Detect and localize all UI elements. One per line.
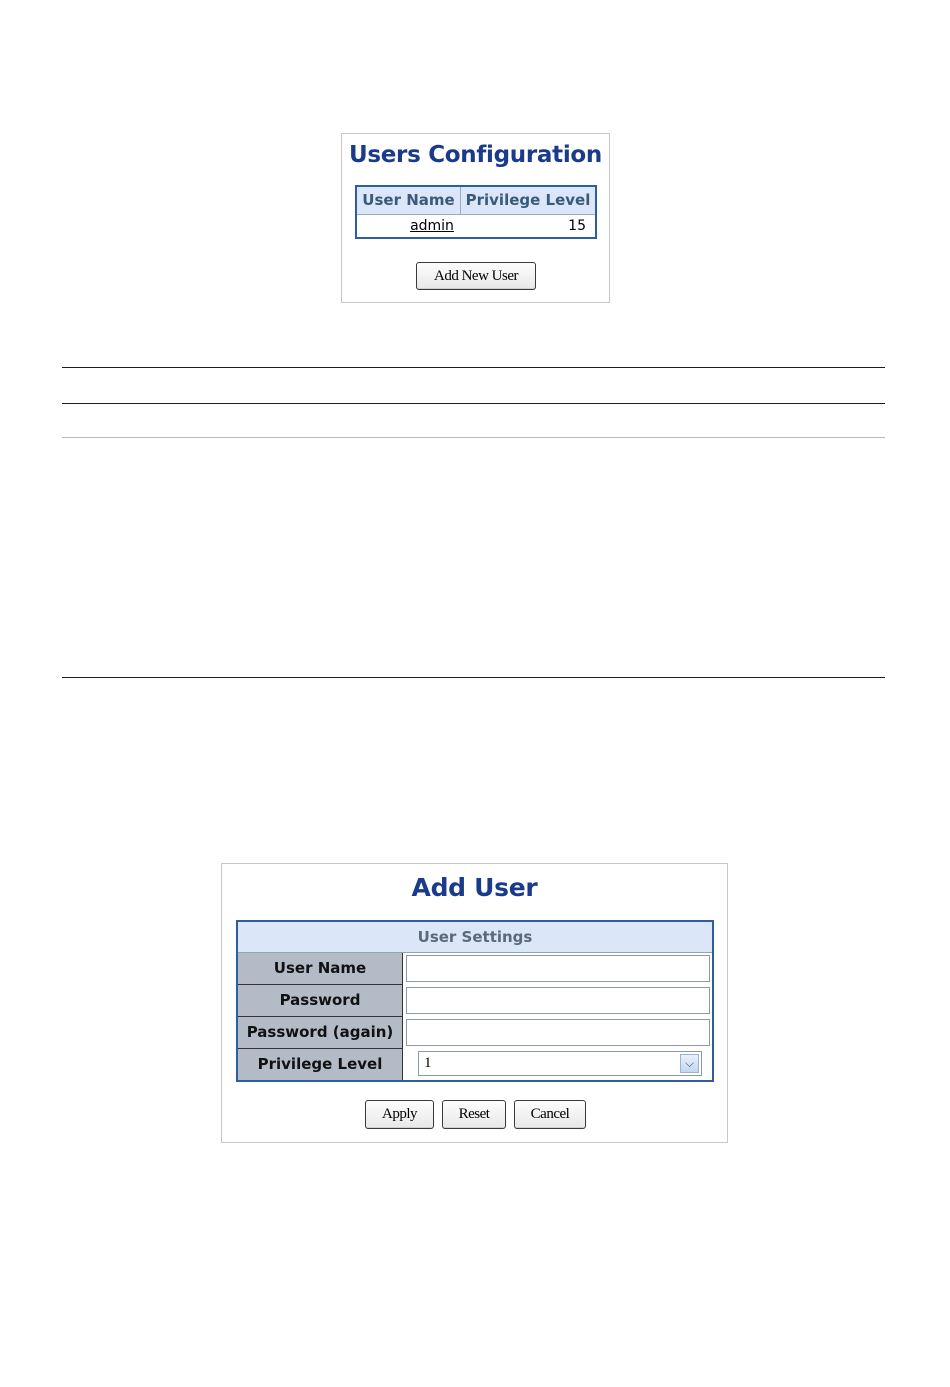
password-again-row [238, 1017, 712, 1049]
chevron-down-icon[interactable]: ⌵ [680, 1054, 699, 1073]
user-name-input[interactable] [406, 955, 710, 982]
password-label: Password [238, 985, 403, 1017]
privilege-level-column-header: Privilege Level [465, 191, 591, 209]
divider [62, 367, 885, 368]
user-link-admin[interactable]: admin [410, 218, 454, 234]
divider [62, 437, 885, 438]
user-settings-caption: User Settings [238, 922, 712, 953]
users-configuration-panel [341, 133, 610, 303]
privilege-level-row [238, 1049, 712, 1080]
cancel-button[interactable]: Cancel [514, 1100, 586, 1129]
reset-button[interactable]: Reset [442, 1100, 506, 1129]
password-row [238, 985, 712, 1017]
users-configuration-title: Users Configuration [348, 142, 602, 168]
users-table-header [357, 187, 595, 215]
divider [62, 677, 885, 678]
privilege-level-selected-value: 1 [424, 1055, 432, 1071]
privilege-level-label: Privilege Level [238, 1049, 403, 1080]
divider [62, 403, 885, 404]
user-name-row [238, 953, 712, 985]
add-user-title: Add User [411, 873, 538, 902]
privilege-level-value: 15 [568, 218, 586, 234]
users-table [355, 185, 597, 239]
apply-button[interactable]: Apply [365, 1100, 434, 1129]
user-settings-table [236, 920, 714, 1082]
password-again-input[interactable] [406, 1019, 710, 1046]
add-new-user-button[interactable]: Add New User [416, 262, 536, 290]
table-row [357, 215, 595, 237]
password-again-label: Password (again) [238, 1017, 403, 1049]
user-name-column-header: User Name [357, 187, 461, 214]
password-input[interactable] [406, 987, 710, 1014]
privilege-level-select[interactable] [418, 1051, 702, 1076]
add-user-panel [221, 863, 728, 1143]
user-name-label: User Name [238, 953, 403, 985]
